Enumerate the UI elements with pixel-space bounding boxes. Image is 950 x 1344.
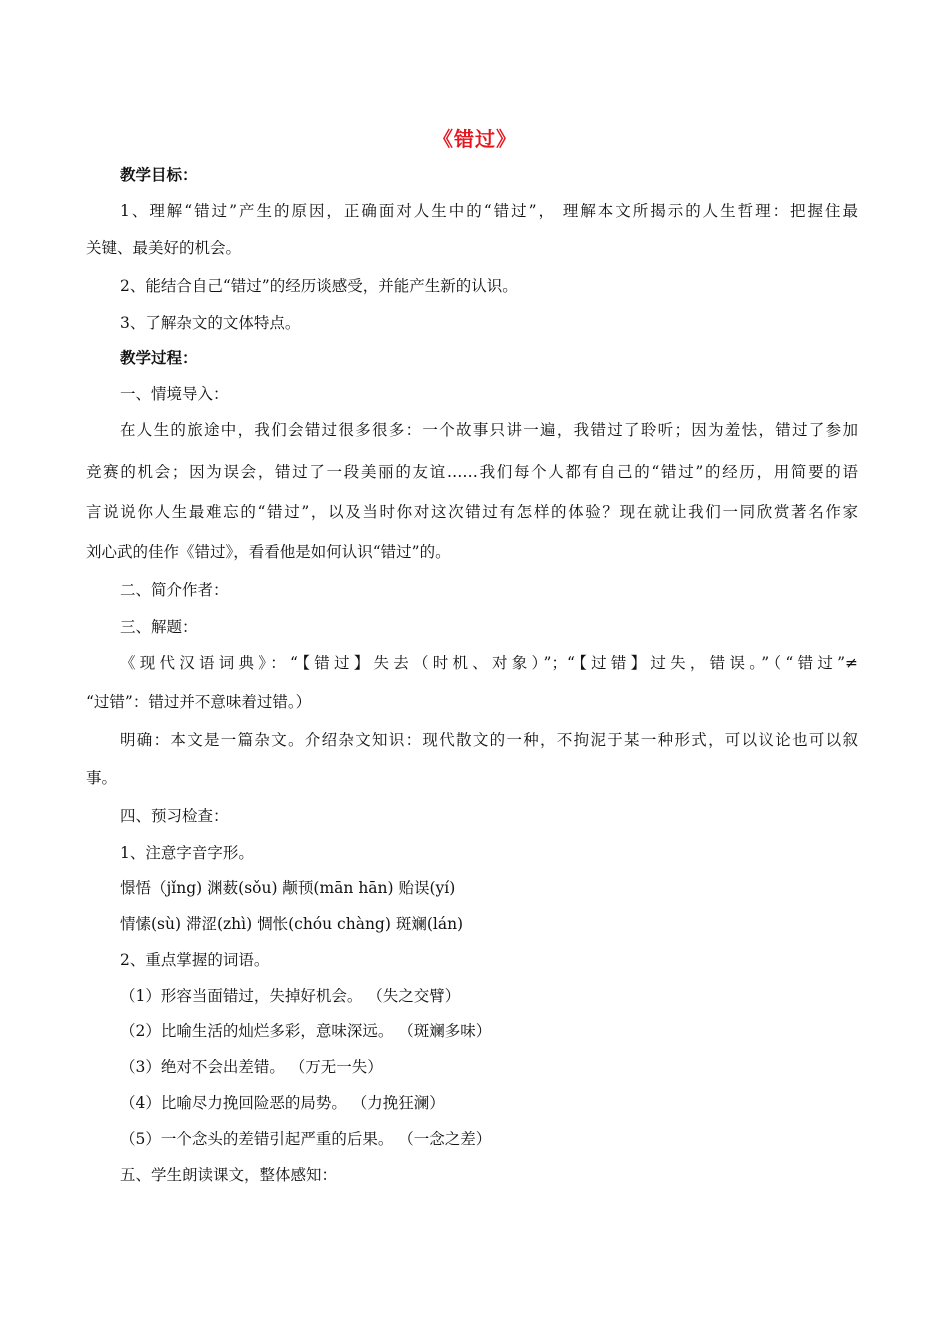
goal-item-1-line-2: 关键、最美好的机会。 [86, 239, 242, 257]
section-2-heading: 二、简介作者： [120, 581, 229, 599]
goal-item-1-line-1: 1、理解“错过”产生的原因，正确面对人生中的“错过”， 理解本文所揭示的人生哲理：把握住最 [120, 202, 858, 220]
section-3-definition-line-1: 《现代汉语词典》：“【错过】失去（时机、对象）”；“【过错】过失，错误。”（“错过”≠ [120, 654, 858, 672]
section-1-heading: 一、情境导入： [120, 385, 229, 403]
vocabulary-item-2: （2）比喻生活的灿烂多彩，意味深远。 （斑斓多味） [120, 1022, 492, 1040]
vocabulary-item-5: （5）一个念头的差错引起严重的后果。 （一念之差） [120, 1130, 492, 1148]
section-1-paragraph-line-3: 言说说你人生最难忘的“错过”，以及当时你对这次错过有怎样的体验？现在就让我们一同欣赏著名作家 [86, 503, 858, 521]
section-5-heading: 五、学生朗读课文，整体感知： [120, 1166, 338, 1184]
pronunciation-list-2: 情愫(sù) 滞涩(zhì) 惆怅(chóu chàng) 斑斓(lán) [120, 915, 464, 933]
vocabulary-item-3: （3）绝对不会出差错。 （万无一失） [120, 1058, 383, 1076]
section-3-definition-line-2: “过错”：错过并不意味着过错。） [86, 693, 312, 711]
section-4-item-2: 2、重点掌握的词语。 [120, 951, 270, 969]
pronunciation-list-1: 憬悟（jǐng) 渊薮(sǒu) 颟顸(mān hān) 贻误(yí) [120, 879, 456, 897]
document-title: 《错过》 [433, 127, 517, 151]
section-1-paragraph-line-2: 竞赛的机会；因为误会，错过了一段美丽的友谊……我们每个人都有自己的“错过”的经历，用简要的语 [86, 463, 858, 481]
section-1-paragraph-line-4: 刘心武的佳作《错过》，看看他是如何认识“错过”的。 [86, 543, 451, 561]
section-4-item-1: 1、注意字音字形。 [120, 844, 254, 862]
section-3-clarify-line-2: 事。 [86, 769, 118, 787]
section-3-heading: 三、解题： [120, 618, 198, 636]
goal-item-3: 3、了解杂文的文体特点。 [120, 314, 301, 332]
section-3-clarify-line-1: 明确：本文是一篇杂文。介绍杂文知识：现代散文的一种，不拘泥于某一种形式，可以议论也可以叙 [120, 731, 858, 749]
vocabulary-item-1: （1）形容当面错过，失掉好机会。 （失之交臂） [120, 987, 461, 1005]
goals-heading: 教学目标： [120, 165, 198, 184]
process-heading: 教学过程： [120, 348, 198, 367]
vocabulary-item-4: （4）比喻尽力挽回险恶的局势。 （力挽狂澜） [120, 1094, 445, 1112]
section-4-heading: 四、预习检查： [120, 807, 229, 825]
section-1-paragraph-line-1: 在人生的旅途中，我们会错过很多很多：一个故事只讲一遍，我错过了聆听；因为羞怯，错过了参加 [120, 421, 858, 439]
goal-item-2: 2、能结合自己“错过”的经历谈感受，并能产生新的认识。 [120, 277, 518, 295]
